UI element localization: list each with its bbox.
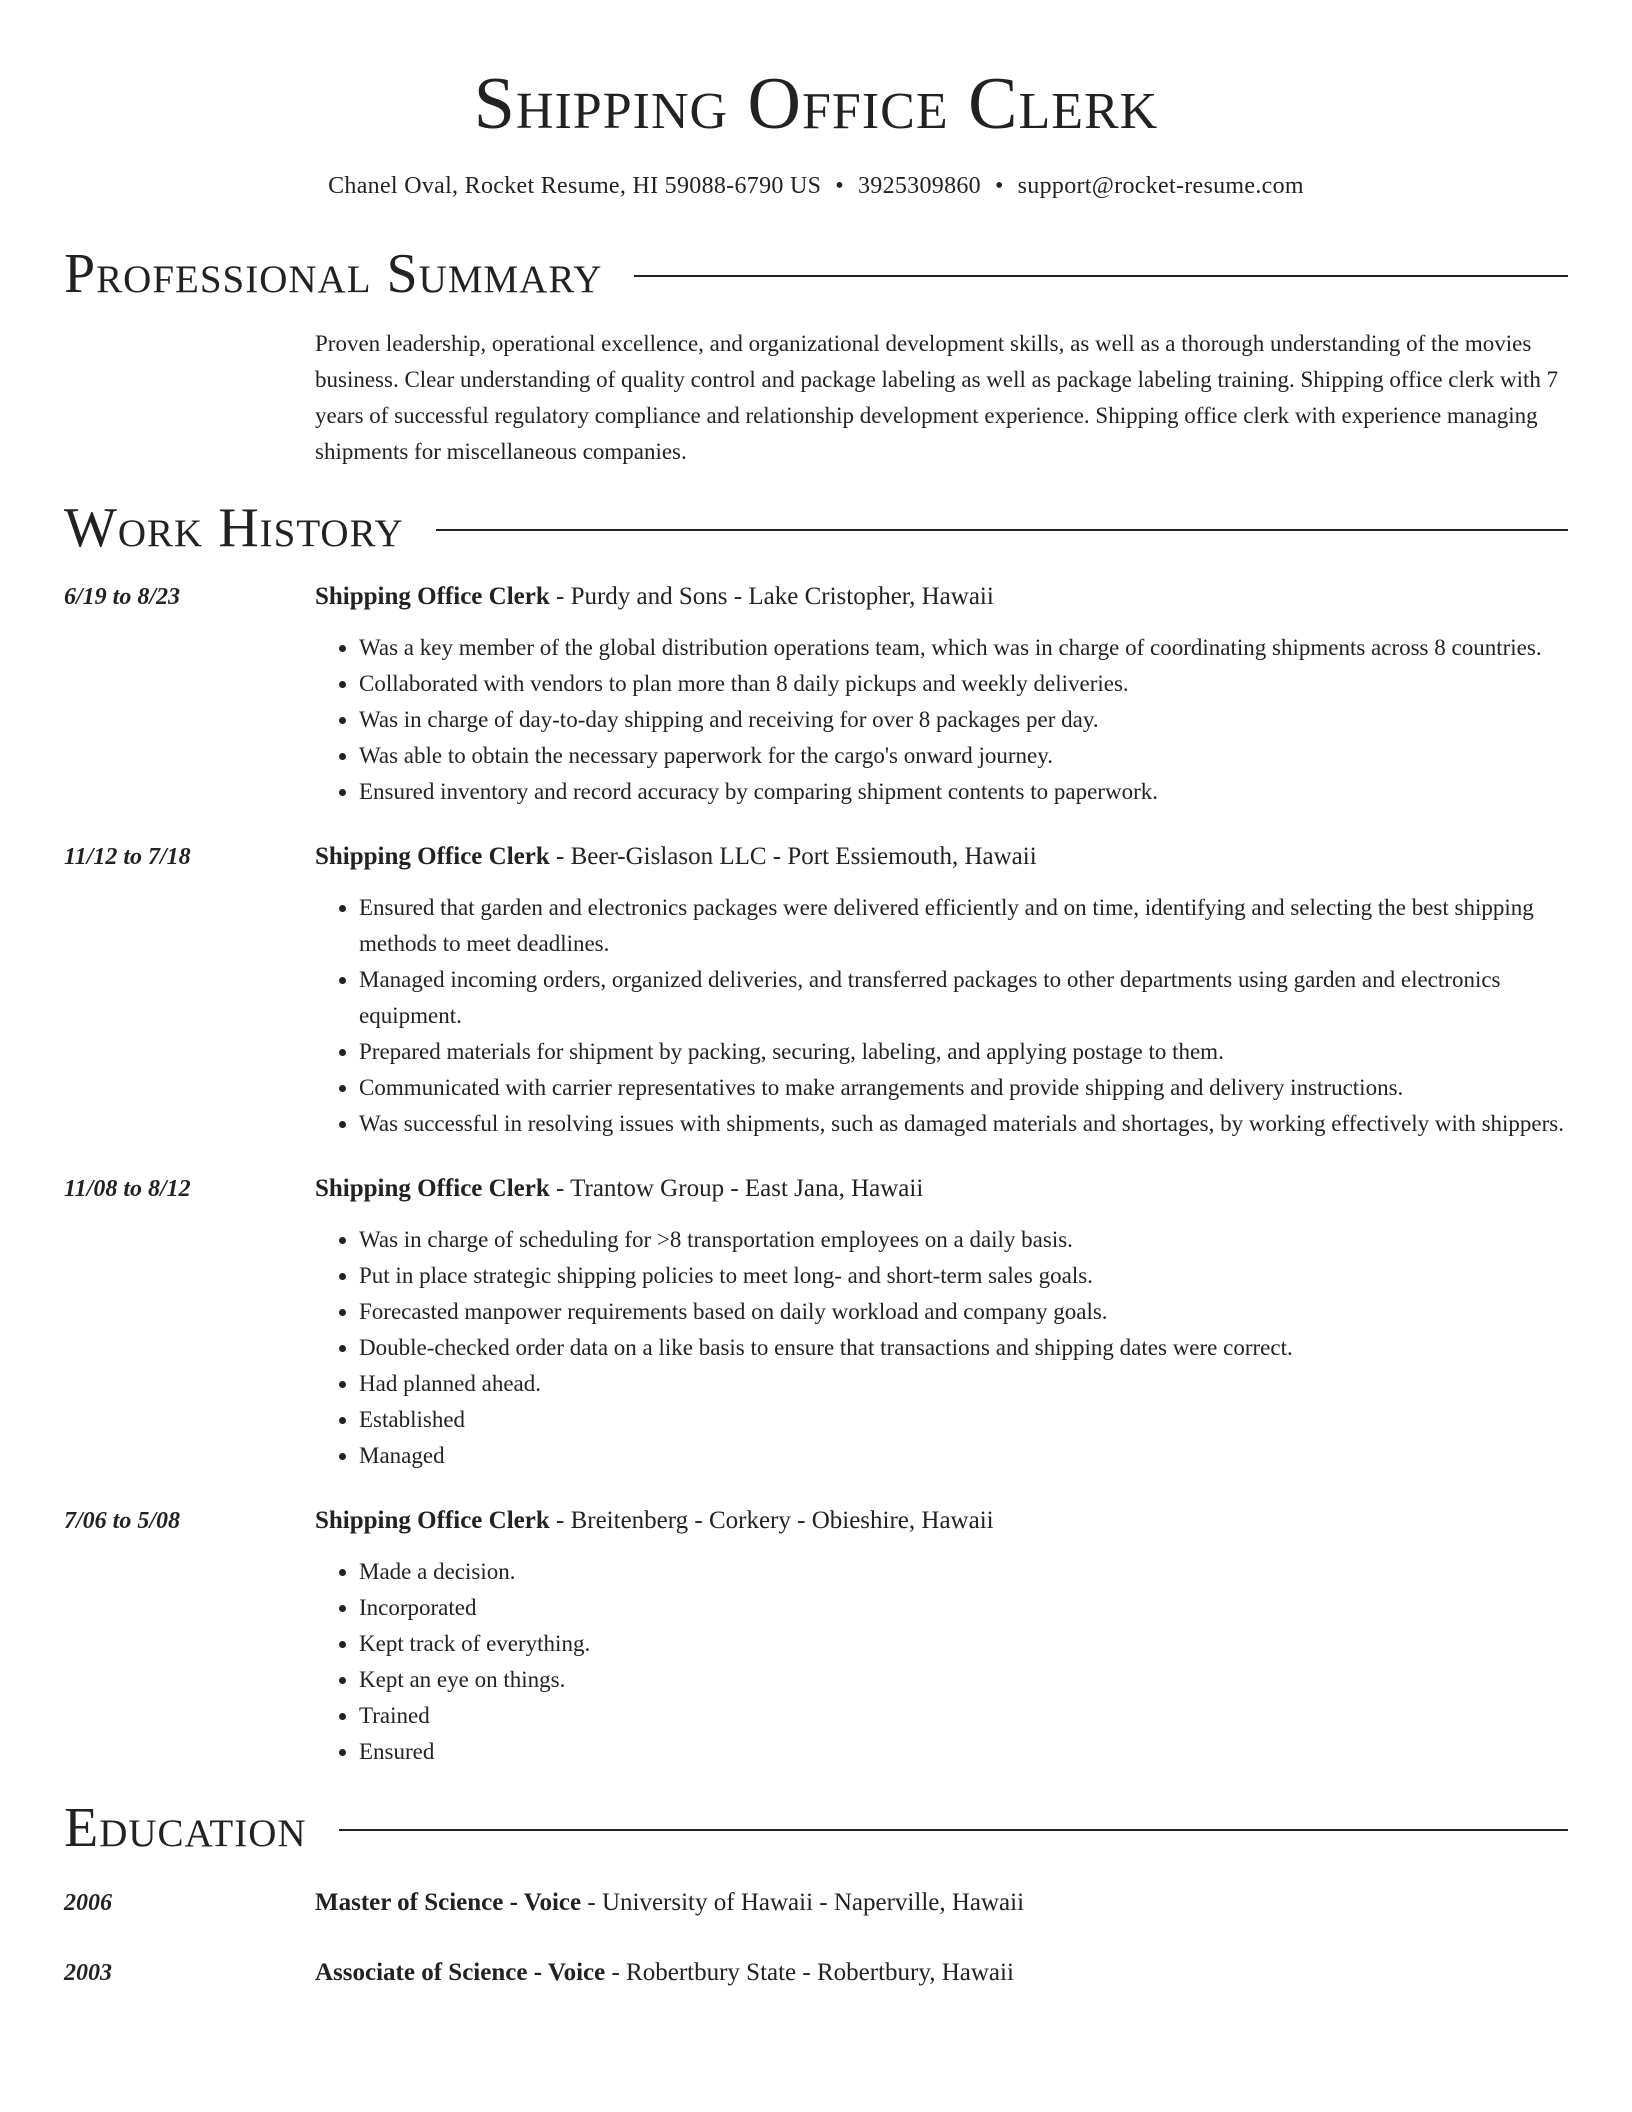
page-title: Shipping Office Clerk [473,63,1159,145]
education-section-header [64,1796,1568,1860]
education-section [64,1796,1568,1990]
list-item: • Kept track of everything. [359,1626,1568,1662]
job-details: - Breitenberg - Corkery - Obieshire, Hawaii [549,1507,994,1534]
education-body [315,1956,1568,1990]
job-entry [64,580,1568,810]
list-item: • Incorporated [359,1590,1568,1626]
list-item: • Kept an eye on things. [359,1662,1568,1698]
job-bullets [315,1554,1568,1770]
contact-line [64,170,1568,202]
list-item: • Was able to obtain the necessary paperwork for the cargo's onward journey. [359,738,1568,774]
job-role: Shipping Office Clerk [315,583,550,610]
list-item: • Ensured [359,1734,1568,1770]
education-year: 2006 [64,1890,112,1916]
job-role: Shipping Office Clerk [315,1175,550,1202]
job-role: Shipping Office Clerk [315,843,550,870]
job-dates: 11/12 to 7/18 [64,844,191,870]
job-dates: 11/08 to 8/12 [64,1176,191,1202]
job-body [315,580,1568,810]
education-year: 2003 [64,1960,112,1986]
list-item: • Was a key member of the global distribution operations team, which was in charge of coordinating shipments across 8 countries. [359,630,1568,666]
job-bullets [315,1222,1568,1474]
job-role: Shipping Office Clerk [315,1507,550,1534]
education-degree: Master of Science - Voice [315,1889,582,1916]
education-heading [315,1886,1568,1920]
list-item: • Was in charge of scheduling for >8 transportation employees on a daily basis. [359,1222,1568,1258]
work-section-header [64,496,1568,560]
job-entry [64,1172,1568,1474]
list-item: • Trained [359,1698,1568,1734]
contact-phone: 3925309860 [857,173,981,199]
section-title-work-history: Work History [64,497,404,559]
contact-separator: • [835,173,844,199]
job-heading [315,1504,1568,1538]
list-item: • Forecasted manpower requirements based on daily workload and company goals. [359,1294,1568,1330]
list-item: • Prepared materials for shipment by packing, securing, labeling, and applying postage to them. [359,1034,1568,1070]
job-details: - Trantow Group - East Jana, Hawaii [549,1175,924,1202]
section-title-education: Education [64,1797,307,1859]
education-details: - Robertbury State - Robertbury, Hawaii [605,1959,1014,1986]
job-heading [315,580,1568,614]
job-dates: 7/06 to 5/08 [64,1508,181,1534]
job-details: - Purdy and Sons - Lake Cristopher, Hawaii [549,583,994,610]
summary-section-header [64,242,1568,306]
education-entry [64,1886,1568,1920]
contact-separator: • [994,173,1004,199]
job-body [315,1504,1568,1770]
education-degree: Associate of Science - Voice [315,1959,606,1986]
contact-email: support@rocket-resume.com [1017,173,1304,199]
job-entry [64,1504,1568,1770]
list-item: • Ensured that garden and electronics packages were delivered efficiently and on time, identifying and selecting the best shipping methods to meet deadlines. [359,890,1568,962]
job-body [315,840,1568,1142]
education-details: - University of Hawaii - Naperville, Hawaii [581,1889,1025,1916]
list-item: • Communicated with carrier representatives to make arrangements and provide shipping and delivery instructions. [359,1070,1568,1106]
list-item: • Put in place strategic shipping policies to meet long- and short-term sales goals. [359,1258,1568,1294]
contact-address: Chanel Oval, Rocket Resume, HI 59088-6790 US [328,173,822,199]
job-body [315,1172,1568,1474]
job-bullets [315,630,1568,810]
job-heading [315,840,1568,874]
list-item: • Managed incoming orders, organized deliveries, and transferred packages to other departments using garden and electronics equipment. [359,962,1568,1034]
education-entry [64,1956,1568,1990]
education-body [315,1886,1568,1920]
list-item: • Was in charge of day-to-day shipping and receiving for over 8 packages per day. [359,702,1568,738]
list-item: • Had planned ahead. [359,1366,1568,1402]
list-item: • Managed [359,1438,1568,1474]
list-item: • Established [359,1402,1568,1438]
section-divider [634,275,1568,277]
resume-page [64,0,1568,1990]
job-heading [315,1172,1568,1206]
list-item: • Made a decision. [359,1554,1568,1590]
list-item: • Ensured inventory and record accuracy by comparing shipment contents to paperwork. [359,774,1568,810]
section-divider [436,529,1568,531]
job-details: - Beer-Gislason LLC - Port Essiemouth, Hawaii [549,843,1037,870]
list-item: • Double-checked order data on a like basis to ensure that transactions and shipping dates were correct. [359,1330,1568,1366]
job-entry [64,840,1568,1142]
summary-text: Proven leadership, operational excellence, and organizational development skills, as well as a thorough understanding of the movies business. Clear understanding of quality control and package labeling as well as package labeling training. Shipping office clerk with 7 years of successful regulatory compliance and relationship development experience. Shipping office clerk with experience managing shipments for miscellaneous companies. [315,331,1559,464]
section-title-summary: Professional Summary [64,243,603,305]
section-divider [339,1829,1568,1831]
education-heading [315,1956,1568,1990]
list-item: • Was successful in resolving issues with shipments, such as damaged materials and shortages, by working effectively with shippers. [359,1106,1568,1142]
job-dates: 6/19 to 8/23 [64,584,181,610]
list-item: • Collaborated with vendors to plan more than 8 daily pickups and weekly deliveries. [359,666,1568,702]
job-bullets [315,890,1568,1142]
